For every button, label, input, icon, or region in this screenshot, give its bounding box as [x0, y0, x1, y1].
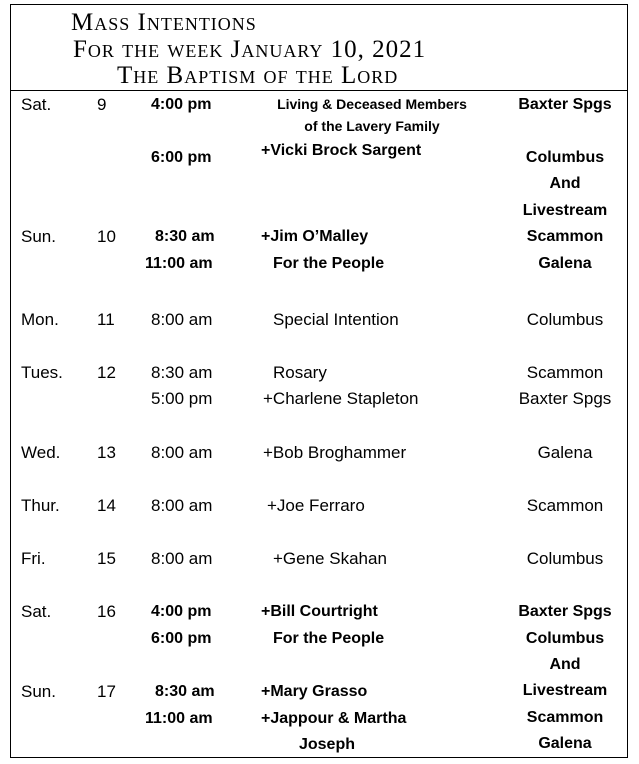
intention-cell: +Bob Broghammer [263, 443, 407, 462]
intention-cell: Rosary [273, 363, 327, 382]
time-cell: 4:00 pm [151, 96, 212, 113]
time-cell: 8:00 am [151, 496, 213, 515]
intention-cell: +Charlene Stapleton [263, 389, 419, 408]
location-cell: And [549, 656, 581, 673]
location-cell: Livestream [522, 682, 608, 699]
location-cell: Galena [537, 443, 593, 462]
day-cell: Mon. [21, 310, 59, 329]
header [11, 5, 627, 91]
day-cell: Wed. [21, 443, 61, 462]
time-cell: 8:30 am [151, 363, 213, 382]
time-cell: 8:30 am [155, 228, 215, 245]
date-cell: 16 [97, 602, 116, 621]
date-cell: 13 [97, 443, 116, 462]
location-cell: Galena [538, 255, 592, 272]
intention-cell: Living & Deceased Members [277, 96, 467, 112]
intention-cell: +Bill Courtright [261, 603, 378, 620]
time-cell: 8:00 am [151, 443, 213, 462]
intention-cell: +Vicki Brock Sargent [261, 142, 422, 159]
date-cell: 11 [97, 310, 115, 329]
day-cell: Tues. [21, 363, 63, 382]
location-cell: Columbus [525, 149, 605, 166]
time-cell: 8:00 am [151, 310, 213, 329]
intention-cell: +Gene Skahan [273, 549, 387, 568]
day-cell: Sat. [21, 602, 52, 621]
intention-cell: of the Lavery Family [304, 118, 440, 134]
location-cell: And [549, 175, 581, 192]
time-cell: 5:00 pm [151, 389, 213, 408]
intention-cell: +Jim O’Malley [261, 228, 369, 245]
intention-cell: +Mary Grasso [261, 683, 368, 700]
day-cell: Fri. [21, 549, 46, 568]
location-cell: Scammon [526, 709, 604, 726]
intention-cell: For the People [273, 630, 385, 647]
location-cell: Baxter Spgs [518, 389, 612, 408]
time-cell: 6:00 pm [151, 630, 212, 647]
header-feast: The Baptism of the Lord [117, 62, 399, 89]
location-cell: Livestream [522, 202, 608, 219]
location-cell: Scammon [526, 228, 604, 245]
intention-cell: Special Intention [273, 310, 399, 329]
time-cell: 8:00 am [151, 549, 213, 568]
day-cell: Sat. [21, 95, 52, 114]
date-cell: 14 [97, 496, 116, 515]
time-cell: 11:00 am [145, 710, 213, 727]
date-cell: 12 [97, 363, 116, 382]
intention-cell: Joseph [298, 736, 355, 753]
time-cell: 6:00 pm [151, 149, 212, 166]
intention-cell: For the People [273, 255, 385, 272]
day-cell: Sun. [21, 227, 56, 246]
location-cell: Baxter Spgs [518, 603, 612, 620]
location-cell: Columbus [526, 310, 604, 329]
location-cell: Columbus [526, 549, 604, 568]
location-cell: Scammon [526, 363, 604, 382]
day-cell: Thur. [21, 496, 60, 515]
location-cell: Columbus [525, 630, 605, 647]
time-cell: 8:30 am [155, 683, 215, 700]
header-title: Mass Intentions [71, 9, 257, 36]
time-cell: 11:00 am [145, 255, 213, 272]
day-cell: Sun. [21, 682, 56, 701]
date-cell: 10 [97, 227, 116, 246]
location-cell: Baxter Spgs [518, 96, 612, 113]
header-week: For the week January 10, 2021 [73, 36, 427, 63]
date-cell: 17 [97, 682, 116, 701]
mass-intentions-sheet [10, 4, 628, 758]
intention-cell: +Joe Ferraro [267, 496, 365, 515]
location-cell: Scammon [526, 496, 604, 515]
location-cell: Galena [538, 735, 592, 752]
time-cell: 4:00 pm [151, 603, 212, 620]
date-cell: 9 [97, 95, 107, 114]
date-cell: 15 [97, 549, 116, 568]
intention-cell: +Jappour & Martha [261, 710, 407, 727]
